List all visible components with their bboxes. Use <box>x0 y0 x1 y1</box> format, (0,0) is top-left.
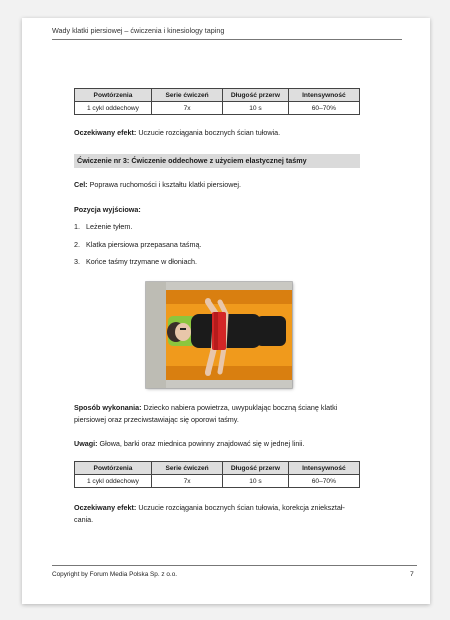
method-text: Dziecko nabiera powietrza, uwypuklając boczną ścianę klatki <box>141 403 338 412</box>
note-text: Głowa, barki oraz miednica powinny znajdować się w jednej linii. <box>97 439 305 448</box>
table-header-cell: Długość przerw <box>223 462 289 475</box>
list-item <box>74 240 201 258</box>
list-text: Końce taśmy trzymane w dłoniach. <box>86 257 198 266</box>
method-text-line2: piersiowej oraz przeciwstawiając się oporowi taśmy. <box>74 414 239 424</box>
table-header-row <box>75 462 360 475</box>
start-position-list <box>74 222 201 275</box>
list-text: Klatka piersiowa przepasana taśmą. <box>86 239 202 249</box>
method-paragraph <box>74 402 360 425</box>
list-item <box>74 222 201 240</box>
list-number: 3. <box>74 257 80 266</box>
table-cell: 60–70% <box>288 102 359 115</box>
table-header-cell: Powtórzenia <box>75 89 152 102</box>
footer-divider <box>52 565 417 566</box>
list-number: 1. <box>74 222 80 231</box>
start-position-label: Pozycja wyjściowa: <box>74 205 141 214</box>
list-item <box>74 257 201 275</box>
exercise-title-band: Ćwiczenie nr 3: Ćwiczenie oddechowe z użyciem elastycznej taśmy <box>74 154 360 168</box>
method-label: Sposób wykonania: <box>74 403 142 412</box>
running-header: Wady klatki piersiowej – ćwiczenia i kinesiology taping <box>52 26 402 40</box>
exercise-photo-illustration <box>146 282 292 388</box>
expected-effect-text: Uczucie rozciągania bocznych ścian tułowia. <box>136 128 281 137</box>
table-cell: 10 s <box>223 475 289 488</box>
table-row <box>75 475 360 488</box>
table-cell: 7x <box>151 102 222 115</box>
note-paragraph <box>74 438 360 450</box>
table-header-cell: Serie ćwiczeń <box>151 462 222 475</box>
expected-effect-text: Uczucie rozciągania bocznych ścian tułowia, korekcja zniekształ- <box>136 503 345 512</box>
parameters-table-bottom <box>74 461 360 488</box>
table-cell: 60–70% <box>288 475 359 488</box>
list-number: 2. <box>74 239 80 249</box>
note-label: Uwagi: <box>74 439 98 448</box>
expected-effect-1 <box>74 127 360 139</box>
table-header-row <box>75 89 360 102</box>
list-text: Leżenie tyłem. <box>86 222 133 231</box>
goal-paragraph <box>74 179 360 191</box>
goal-text: Poprawa ruchomości i kształtu klatki piersiowej. <box>87 180 241 189</box>
table-header-cell: Powtórzenia <box>75 462 152 475</box>
start-position-heading <box>74 204 360 216</box>
expected-effect-2 <box>74 502 360 525</box>
footer-copyright: Copyright by Forum Media Polska Sp. z o.o. <box>52 571 178 578</box>
page-number: 7 <box>410 571 414 578</box>
expected-effect-text-line2: cania. <box>74 514 94 524</box>
expected-effect-label: Oczekiwany efekt: <box>74 503 137 512</box>
table-header-cell: Intensywność <box>288 89 359 102</box>
exercise-photo <box>146 282 292 388</box>
table-header-cell: Długość przerw <box>223 89 289 102</box>
table-header-cell: Intensywność <box>288 462 359 475</box>
table-cell: 1 cykl oddechowy <box>75 102 152 115</box>
parameters-table-top <box>74 88 360 115</box>
table-header-cell: Serie ćwiczeń <box>151 89 222 102</box>
table-cell: 10 s <box>223 102 289 115</box>
table-row <box>75 102 360 115</box>
table-cell: 7x <box>151 475 222 488</box>
table-cell: 1 cykl oddechowy <box>75 475 152 488</box>
goal-label: Cel: <box>74 180 88 189</box>
expected-effect-label: Oczekiwany efekt: <box>74 128 137 137</box>
